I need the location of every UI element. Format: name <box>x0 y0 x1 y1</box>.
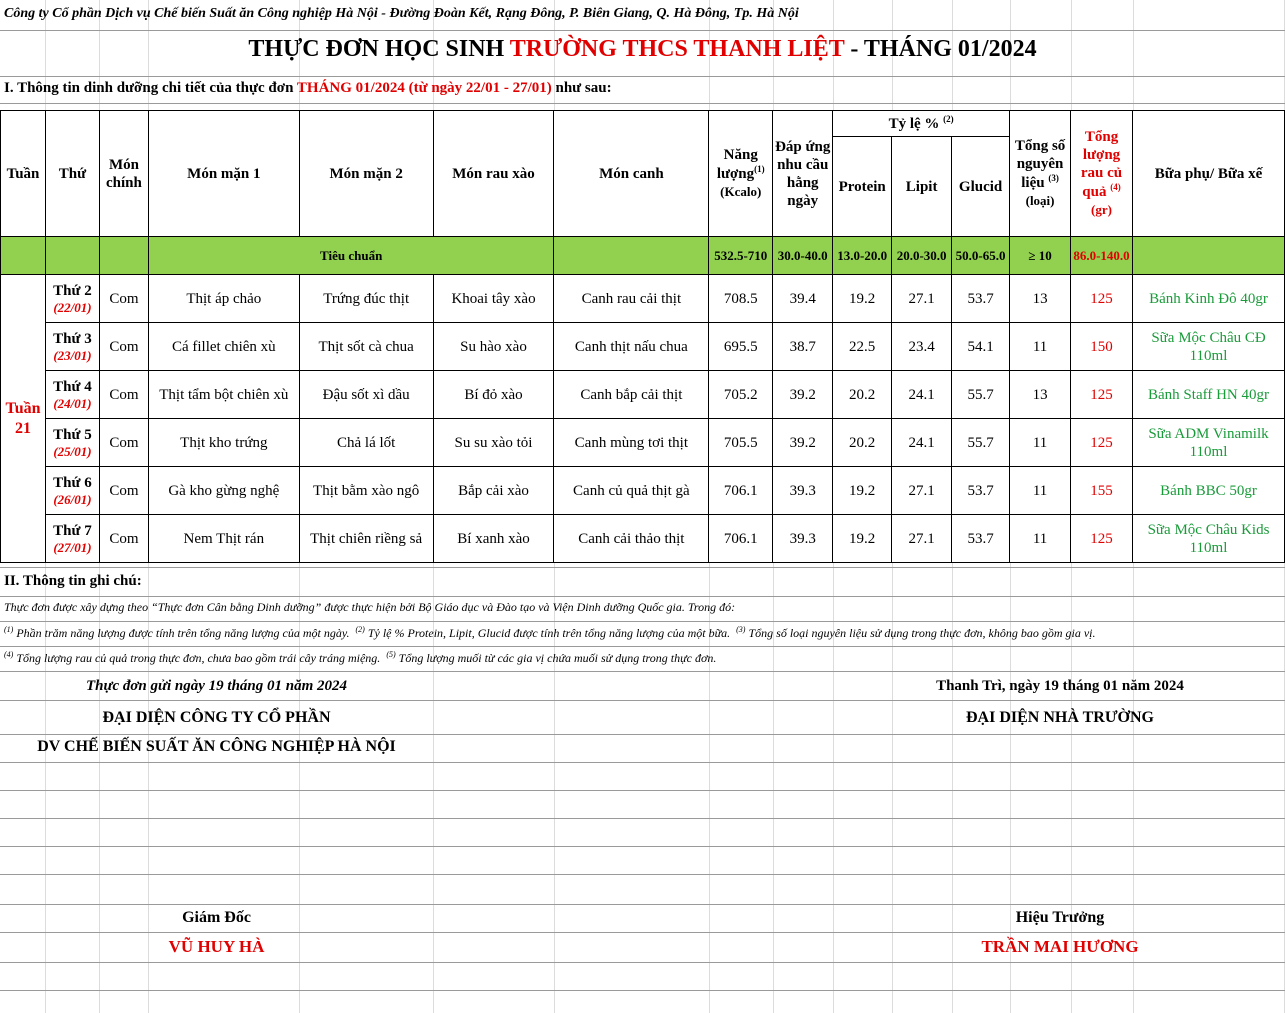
standard-lipit: 20.0-30.0 <box>892 237 952 275</box>
mon-canh-cell: Canh thịt nấu chua <box>554 323 709 371</box>
day-name: Thứ 6 <box>53 474 92 491</box>
header-bua-phu: Bữa phụ/ Bữa xế <box>1133 111 1285 237</box>
mon-canh-cell: Canh cải thảo thịt <box>554 515 709 563</box>
nang-luong-cell: 695.5 <box>709 323 773 371</box>
tong-so-cell: 11 <box>1010 419 1071 467</box>
day-cell <box>45 467 99 515</box>
note-1: Phần trăm năng lượng được tính trên tổng năng lượng của một ngày. <box>13 626 350 640</box>
dap-ung-cell: 39.2 <box>773 419 833 467</box>
glucid-cell: 54.1 <box>952 323 1010 371</box>
table-row <box>1 467 1285 515</box>
sent-date: Thực đơn gửi ngày 19 tháng 01 năm 2024 <box>85 678 348 694</box>
protein-cell: 19.2 <box>833 275 892 323</box>
nang-luong-cell: 705.5 <box>709 419 773 467</box>
day-cell <box>45 275 99 323</box>
tong-rau-cell: 125 <box>1071 515 1133 563</box>
section-1-suffix: như sau: <box>551 80 612 96</box>
left-signer-name: VŨ HUY HÀ <box>168 937 265 956</box>
mon-rau-cell: Bí xanh xào <box>433 515 554 563</box>
tong-so-cell: 11 <box>1010 515 1071 563</box>
tong-rau-cell: 150 <box>1071 323 1133 371</box>
mon-man-1-cell: Thịt kho trứng <box>148 419 299 467</box>
glucid-cell: 53.7 <box>952 467 1010 515</box>
menu-table <box>0 110 1285 563</box>
lipit-cell: 27.1 <box>892 515 952 563</box>
glucid-cell: 55.7 <box>952 371 1010 419</box>
header-lipit: Lipit <box>892 137 952 237</box>
mon-canh-cell: Canh mùng tơi thịt <box>554 419 709 467</box>
glucid-cell: 53.7 <box>952 515 1010 563</box>
standard-protein: 13.0-20.0 <box>833 237 892 275</box>
day-date: (27/01) <box>53 539 92 555</box>
day-name: Thứ 4 <box>53 378 92 395</box>
section-1-highlight: THÁNG 01/2024 (từ ngày 22/01 - 27/01) <box>296 80 552 96</box>
table-row <box>1 419 1285 467</box>
header-tong-so <box>1010 111 1071 237</box>
day-date: (22/01) <box>53 299 92 315</box>
mon-man-2-cell: Trứng đúc thịt <box>299 275 433 323</box>
mon-chinh-cell: Com <box>99 323 148 371</box>
dap-ung-cell: 39.2 <box>773 371 833 419</box>
lipit-cell: 27.1 <box>892 467 952 515</box>
title-part-1: THỰC ĐƠN HỌC SINH <box>248 36 510 62</box>
note-5-sup: (5) <box>386 650 396 659</box>
tong-rau-cell: 125 <box>1071 419 1133 467</box>
week-cell: Tuần 21 <box>1 275 46 563</box>
header-nang-luong <box>709 111 773 237</box>
section-1-prefix: I. Thông tin dinh dưỡng chi tiết của thực đơn <box>4 80 297 96</box>
company-address: Công ty Cổ phần Dịch vụ Chế biến Suất ăn Công nghiệp Hà Nội - Đường Đoàn Kết, Rạng Đông, P. Biên Giang, Q. Hà Đông, Tp. Hà Nội <box>4 6 799 21</box>
mon-man-1-cell: Thịt tẩm bột chiên xù <box>148 371 299 419</box>
day-date: (24/01) <box>53 395 92 411</box>
bua-phu-cell: Sữa Mộc Châu CĐ 110ml <box>1133 323 1285 371</box>
header-tuan: Tuần <box>1 111 46 237</box>
company-rep-line-1: ĐẠI DIỆN CÔNG TY CỔ PHẦN <box>102 709 331 726</box>
header-mon-rau: Món rau xào <box>433 111 554 237</box>
mon-canh-cell: Canh bắp cải thịt <box>554 371 709 419</box>
table-row <box>1 275 1285 323</box>
mon-man-2-cell: Thịt chiên riềng sả <box>299 515 433 563</box>
tong-so-sup: (3) <box>1048 173 1059 183</box>
mon-rau-cell: Su su xào tỏi <box>433 419 554 467</box>
right-signer-name: TRẦN MAI HƯƠNG <box>981 937 1139 956</box>
mon-man-1-cell: Nem Thịt rán <box>148 515 299 563</box>
ty-le-sup: (2) <box>943 114 954 124</box>
mon-man-1-cell: Cá fillet chiên xù <box>148 323 299 371</box>
dap-ung-cell: 39.3 <box>773 467 833 515</box>
mon-man-2-cell: Thịt bằm xào ngô <box>299 467 433 515</box>
note-4: Tổng lượng rau củ quả trong thực đơn, chưa bao gồm trái cây tráng miệng. <box>13 651 381 665</box>
note-1-sup: (1) <box>4 625 14 634</box>
table-row <box>1 323 1285 371</box>
protein-cell: 19.2 <box>833 467 892 515</box>
day-cell <box>45 419 99 467</box>
mon-rau-cell: Bắp cải xào <box>433 467 554 515</box>
mon-canh-cell: Canh rau cải thịt <box>554 275 709 323</box>
mon-rau-cell: Bí đỏ xào <box>433 371 554 419</box>
section-1-heading <box>4 80 612 97</box>
mon-chinh-cell: Com <box>99 419 148 467</box>
nang-luong-sup: (1) <box>754 164 765 174</box>
header-mon-canh: Món canh <box>554 111 709 237</box>
mon-chinh-cell: Com <box>99 275 148 323</box>
table-row <box>1 515 1285 563</box>
mon-man-2-cell: Thịt sốt cà chua <box>299 323 433 371</box>
right-signer-role: Hiệu Trưởng <box>1015 909 1105 926</box>
mon-man-2-cell: Chả lá lốt <box>299 419 433 467</box>
nang-luong-cell: 705.2 <box>709 371 773 419</box>
day-name: Thứ 3 <box>53 330 92 347</box>
nang-luong-label: Năng lượng <box>716 147 758 182</box>
header-thu: Thứ <box>45 111 99 237</box>
note-5: Tổng lượng muối từ các gia vị chứa muối sử dụng trong thực đơn. <box>395 651 717 665</box>
lipit-cell: 27.1 <box>892 275 952 323</box>
company-rep-line-2: DV CHẾ BIẾN SUẤT ĂN CÔNG NGHIỆP HÀ NỘI <box>37 738 396 755</box>
header-dap-ung: Đáp ứng nhu cầu hằng ngày <box>773 111 833 237</box>
glucid-cell: 55.7 <box>952 419 1010 467</box>
header-tong-rau <box>1071 111 1133 237</box>
bua-phu-cell: Bánh BBC 50gr <box>1133 467 1285 515</box>
mon-rau-cell: Khoai tây xào <box>433 275 554 323</box>
note-3-sup: (3) <box>736 625 746 634</box>
standard-glucid: 50.0-65.0 <box>952 237 1010 275</box>
bua-phu-cell: Sữa Mộc Châu Kids 110ml <box>1133 515 1285 563</box>
note-4-sup: (4) <box>4 650 14 659</box>
header-protein: Protein <box>833 137 892 237</box>
day-name: Thứ 7 <box>53 522 92 539</box>
note-intro: Thực đơn được xây dựng theo “Thực đơn Cân bằng Dinh dưỡng” được thực hiện bởi Bộ Giáo dục và Đào tạo và Viện Dinh dưỡng Quốc gia. Trong đó: <box>4 600 736 614</box>
mon-chinh-cell: Com <box>99 467 148 515</box>
tong-so-cell: 11 <box>1010 467 1071 515</box>
left-signer-role: Giám Đốc <box>182 909 251 926</box>
page-title <box>0 36 1285 63</box>
school-rep: ĐẠI DIỆN NHÀ TRƯỜNG <box>965 709 1154 726</box>
day-cell <box>45 515 99 563</box>
header-mon-man-2: Món mặn 2 <box>299 111 433 237</box>
mon-man-1-cell: Gà kho gừng nghệ <box>148 467 299 515</box>
day-cell <box>45 371 99 419</box>
tong-rau-cell: 155 <box>1071 467 1133 515</box>
header-glucid: Glucid <box>952 137 1010 237</box>
standard-tong-so: ≥ 10 <box>1010 237 1071 275</box>
table-header-row <box>1 111 1285 137</box>
note-3: Tổng số loại nguyên liệu sử dụng trong thực đơn, không bao gồm gia vị. <box>745 626 1096 640</box>
dap-ung-cell: 39.4 <box>773 275 833 323</box>
table-row <box>1 371 1285 419</box>
tong-so-cell: 11 <box>1010 323 1071 371</box>
protein-cell: 20.2 <box>833 371 892 419</box>
bua-phu-cell: Sữa ADM Vinamilk 110ml <box>1133 419 1285 467</box>
ty-le-label: Tỷ lệ % <box>888 116 940 132</box>
standard-dap-ung: 30.0-40.0 <box>773 237 833 275</box>
standard-row <box>1 237 1285 275</box>
tong-so-unit: (loại) <box>1025 193 1055 208</box>
dap-ung-cell: 39.3 <box>773 515 833 563</box>
protein-cell: 22.5 <box>833 323 892 371</box>
protein-cell: 19.2 <box>833 515 892 563</box>
header-mon-man-1: Món mặn 1 <box>148 111 299 237</box>
day-date: (23/01) <box>53 347 92 363</box>
bua-phu-cell: Bánh Kinh Đô 40gr <box>1133 275 1285 323</box>
note-line-1 <box>4 625 1096 641</box>
menu-rows <box>1 275 1285 563</box>
header-mon-chinh: Món chính <box>99 111 148 237</box>
glucid-cell: 53.7 <box>952 275 1010 323</box>
tong-so-cell: 13 <box>1010 371 1071 419</box>
title-part-2: - THÁNG 01/2024 <box>844 36 1037 62</box>
nang-luong-cell: 708.5 <box>709 275 773 323</box>
title-school: TRƯỜNG THCS THANH LIỆT <box>509 36 845 62</box>
tong-rau-cell: 125 <box>1071 371 1133 419</box>
mon-chinh-cell: Com <box>99 371 148 419</box>
mon-rau-cell: Su hào xào <box>433 323 554 371</box>
nang-luong-unit: (Kcalo) <box>720 184 762 199</box>
dap-ung-cell: 38.7 <box>773 323 833 371</box>
day-date: (25/01) <box>53 443 92 459</box>
note-2: Tỷ lệ % Protein, Lipit, Glucid được tính trên tổng năng lượng của một bữa. <box>364 626 731 640</box>
tong-so-cell: 13 <box>1010 275 1071 323</box>
tong-rau-cell: 125 <box>1071 275 1133 323</box>
standard-tong-rau: 86.0-140.0 <box>1071 237 1133 275</box>
standard-nang-luong: 532.5-710 <box>709 237 773 275</box>
section-2-heading: II. Thông tin ghi chú: <box>4 573 142 589</box>
note-2-sup: (2) <box>355 625 365 634</box>
day-name: Thứ 5 <box>53 426 92 443</box>
nang-luong-cell: 706.1 <box>709 467 773 515</box>
tong-rau-unit: (gr) <box>1091 202 1112 217</box>
day-name: Thứ 2 <box>53 282 92 299</box>
nang-luong-cell: 706.1 <box>709 515 773 563</box>
lipit-cell: 24.1 <box>892 419 952 467</box>
day-cell <box>45 323 99 371</box>
lipit-cell: 24.1 <box>892 371 952 419</box>
day-date: (26/01) <box>53 491 92 507</box>
standard-label: Tiêu chuẩn <box>148 237 554 275</box>
header-ty-le <box>833 111 1010 137</box>
lipit-cell: 23.4 <box>892 323 952 371</box>
protein-cell: 20.2 <box>833 419 892 467</box>
tong-rau-label: Tổng lượng rau củ quả <box>1080 129 1123 200</box>
place-date: Thanh Trì, ngày 19 tháng 01 năm 2024 <box>936 678 1184 694</box>
mon-canh-cell: Canh củ quả thịt gà <box>554 467 709 515</box>
mon-man-1-cell: Thịt áp chảo <box>148 275 299 323</box>
tong-so-label: Tổng số nguyên liệu <box>1014 138 1066 191</box>
mon-man-2-cell: Đậu sốt xì dầu <box>299 371 433 419</box>
bua-phu-cell: Bánh Staff HN 40gr <box>1133 371 1285 419</box>
mon-chinh-cell: Com <box>99 515 148 563</box>
tong-rau-sup: (4) <box>1110 182 1121 192</box>
note-line-2 <box>4 650 716 666</box>
